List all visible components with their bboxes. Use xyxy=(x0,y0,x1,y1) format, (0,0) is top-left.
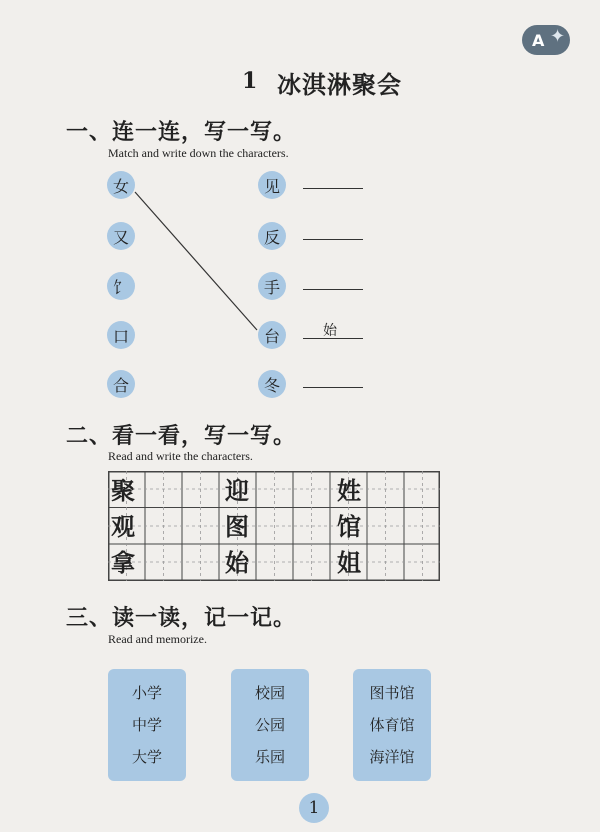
lesson-title: 冰淇淋聚会 xyxy=(277,70,402,99)
right-char-2: 反 xyxy=(258,222,286,250)
writing-grid[interactable] xyxy=(108,471,440,581)
memo-box-parks xyxy=(231,669,309,781)
star-icon: ✦ xyxy=(550,26,566,47)
grid-char-2-2: 图 xyxy=(225,512,249,541)
memo-item: 小学 xyxy=(131,684,162,702)
right-char-3: 手 xyxy=(258,272,286,300)
answer-line-2[interactable] xyxy=(303,239,363,240)
memo-item: 校园 xyxy=(254,684,285,702)
section3-instruction: Read and memorize. xyxy=(108,632,207,646)
grid-char-3-2: 始 xyxy=(225,548,249,577)
memo-item: 乐园 xyxy=(254,748,285,766)
level-letter: A xyxy=(532,30,545,50)
right-char-1: 见 xyxy=(258,171,286,199)
grid-char-2-3: 馆 xyxy=(337,512,361,541)
right-char-5: 冬 xyxy=(258,370,286,398)
memo-item: 体育馆 xyxy=(369,716,415,734)
memo-box-halls xyxy=(353,669,431,781)
left-char-2: 又 xyxy=(107,222,135,250)
memo-box-schools xyxy=(108,669,186,781)
grid-char-3-1: 拿 xyxy=(111,548,135,577)
answer-line-5[interactable] xyxy=(303,387,363,388)
left-char-3: 饣 xyxy=(107,272,135,300)
grid-char-1-2: 迎 xyxy=(225,476,249,505)
memo-item: 图书馆 xyxy=(369,684,415,702)
written-answer: 始 xyxy=(323,323,337,339)
left-char-4: 口 xyxy=(107,321,135,349)
memo-item: 海洋馆 xyxy=(369,748,415,766)
answer-line-3[interactable] xyxy=(303,289,363,290)
section1-heading: 一、连一连，写一写。 xyxy=(66,119,297,145)
right-char-4: 台 xyxy=(258,321,286,349)
left-char-5: 合 xyxy=(107,370,135,398)
lesson-number: 1 xyxy=(242,68,258,94)
left-char-1: 女 xyxy=(107,171,135,199)
grid-char-3-3: 姐 xyxy=(337,548,361,577)
section2-heading: 二、看一看，写一写。 xyxy=(66,423,297,449)
answer-line-1[interactable] xyxy=(303,188,363,189)
grid-char-1-1: 聚 xyxy=(111,476,135,505)
memo-item: 中学 xyxy=(131,716,162,734)
memo-item: 大学 xyxy=(131,748,162,766)
memo-item: 公园 xyxy=(254,716,285,734)
page-number: 1 xyxy=(299,793,329,823)
grid-char-1-3: 姓 xyxy=(337,476,361,505)
section2-instruction: Read and write the characters. xyxy=(108,449,253,463)
section1-instruction: Match and write down the characters. xyxy=(108,146,289,160)
section3-heading: 三、读一读，记一记。 xyxy=(66,605,297,631)
grid-char-2-1: 观 xyxy=(111,512,135,541)
